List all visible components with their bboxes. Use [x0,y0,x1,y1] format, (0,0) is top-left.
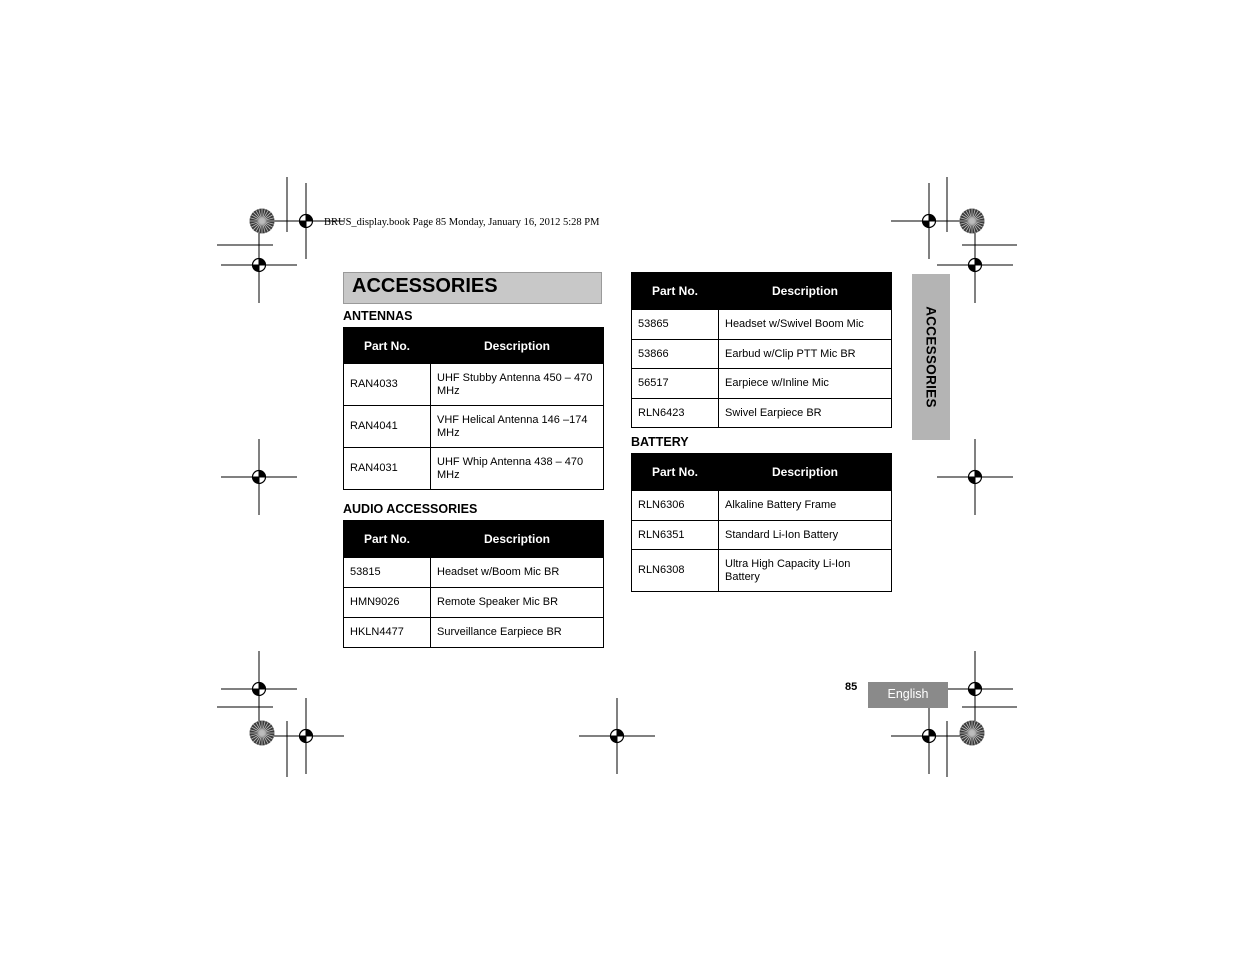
part-no-cell: 53866 [632,340,719,369]
star-target [250,209,275,234]
side-section-tab [912,274,950,440]
description-cell: Earpiece w/Inline Mic [719,369,892,399]
description-header: Description [431,521,604,558]
description-cell: Remote Speaker Mic BR [431,588,604,618]
part-no-header: Part No. [632,273,719,310]
page-number: 85 [845,681,858,693]
registration-target [221,651,297,727]
audio-accessories-continued-table [631,272,892,428]
table-row [344,558,604,588]
table-header-row [632,273,892,310]
part-no-cell: RLN6423 [632,399,719,428]
table-row [632,340,892,369]
table-row [344,364,604,406]
part-no-header: Part No. [344,328,431,364]
part-no-header: Part No. [344,521,431,558]
part-no-cell: HMN9026 [344,588,431,618]
description-cell: Surveillance Earpiece BR [431,618,604,648]
part-no-header: Part No. [632,454,719,491]
description-header: Description [719,454,892,491]
side-tab-label: ACCESSORIES [923,306,939,408]
table-row [344,406,604,448]
table-row [632,399,892,428]
table-row [632,550,892,592]
part-no-cell: RLN6306 [632,491,719,521]
description-cell: Headset w/Swivel Boom Mic [719,310,892,340]
battery-table [631,453,892,592]
part-no-cell: RAN4041 [344,406,431,448]
description-cell: VHF Helical Antenna 146 –174 MHz [431,406,604,448]
description-cell: UHF Stubby Antenna 450 – 470 MHz [431,364,604,406]
registration-target [891,698,967,774]
table-header-row [344,328,604,364]
table-header-row [632,454,892,491]
language-label: English [868,682,948,708]
antennas-table [343,327,604,490]
table-row [632,310,892,340]
section-title-bar [343,272,602,304]
registration-target [937,439,1013,515]
part-no-cell: 53815 [344,558,431,588]
table-row [632,491,892,521]
table-row [344,588,604,618]
star-target [250,721,275,746]
table-row [632,521,892,550]
description-cell: Swivel Earpiece BR [719,399,892,428]
part-no-cell: RAN4031 [344,448,431,490]
description-cell: Alkaline Battery Frame [719,491,892,521]
page-title: ACCESSORIES [352,275,498,297]
table-row [344,618,604,648]
battery-heading: BATTERY [631,435,689,449]
registration-target [891,183,967,259]
description-cell: Ultra High Capacity Li-Ion Battery [719,550,892,592]
part-no-cell: HKLN4477 [344,618,431,648]
part-no-cell: 53865 [632,310,719,340]
table-row [344,448,604,490]
description-cell: Headset w/Boom Mic BR [431,558,604,588]
registration-target [221,439,297,515]
table-header-row [344,521,604,558]
registration-target [937,651,1013,727]
part-no-cell: RLN6351 [632,521,719,550]
part-no-cell: 56517 [632,369,719,399]
antennas-heading: ANTENNAS [343,309,413,323]
description-header: Description [719,273,892,310]
audio-accessories-table [343,520,604,648]
part-no-cell: RAN4033 [344,364,431,406]
table-row [632,369,892,399]
star-target [960,209,985,234]
registration-target [268,698,344,774]
audio-accessories-heading: AUDIO ACCESSORIES [343,502,478,516]
description-header: Description [431,328,604,364]
description-cell: UHF Whip Antenna 438 – 470 MHz [431,448,604,490]
registration-target [579,698,655,774]
book-header-line: BRUS_display.book Page 85 Monday, January 16, 2012 5:28 PM [324,217,600,228]
part-no-cell: RLN6308 [632,550,719,592]
description-cell: Earbud w/Clip PTT Mic BR [719,340,892,369]
star-target [960,721,985,746]
registration-target [221,227,297,303]
description-cell: Standard Li-Ion Battery [719,521,892,550]
